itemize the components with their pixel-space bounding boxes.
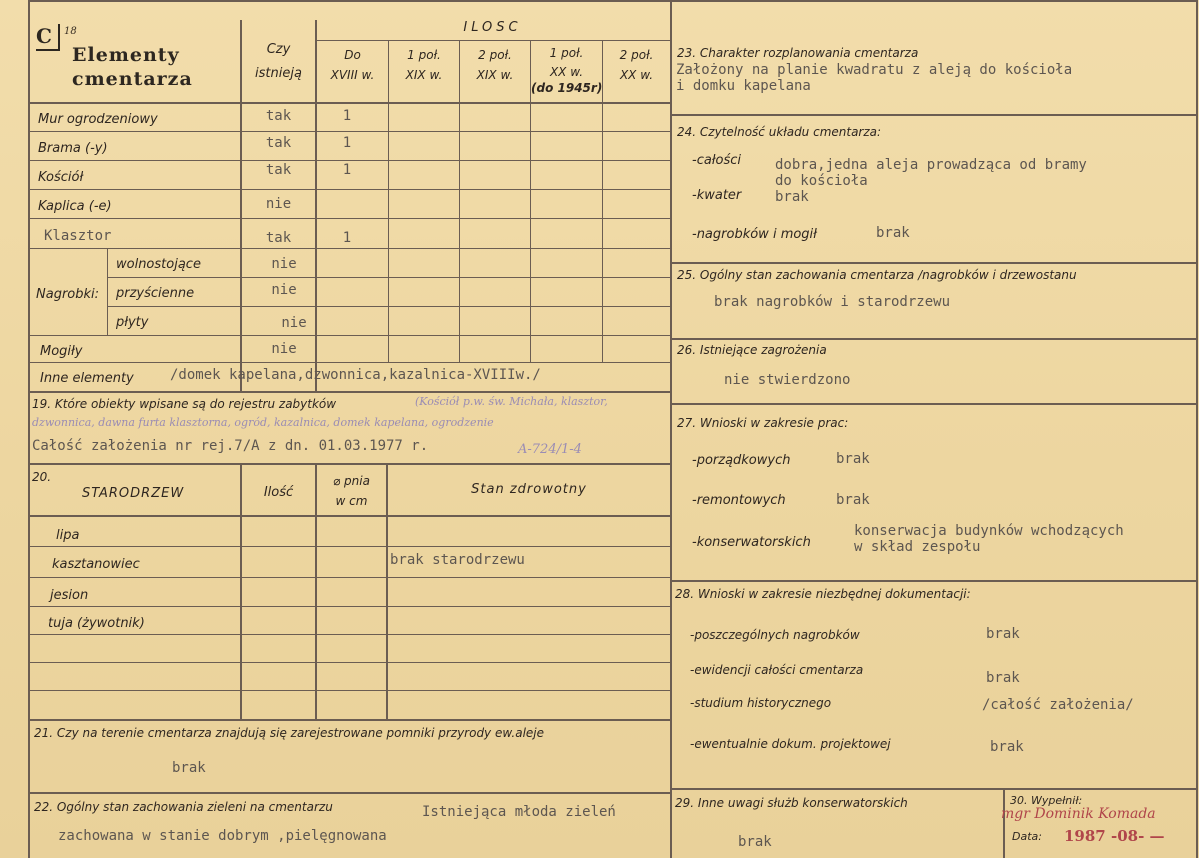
grid-line — [28, 391, 670, 393]
grid-line — [28, 102, 670, 104]
s28-item1-value: brak — [986, 626, 1020, 642]
period-5-b: XX w. — [619, 68, 654, 82]
s28-item4-value: brak — [990, 739, 1024, 755]
s28-item4-label: -ewentualnie dokum. projektowej — [690, 737, 891, 751]
grid-line — [28, 577, 670, 578]
grid-line — [28, 189, 670, 190]
form-number: 18 — [64, 26, 77, 37]
table-title-line2: cmentarza — [72, 68, 193, 90]
s27-porzadkowych-label: -porządkowych — [692, 453, 791, 468]
s28-item1-label: -poszczególnych nagrobków — [690, 628, 860, 642]
s24-kwater-label: -kwater — [692, 188, 742, 203]
s30-date-label: Data: — [1012, 830, 1042, 843]
grid-line — [28, 218, 670, 219]
s27-remontowych-value: brak — [836, 492, 870, 508]
grid-line — [388, 40, 389, 362]
col-czy-line2: istnieją — [255, 66, 302, 81]
s27-porzadkowych-value: brak — [836, 451, 870, 467]
s25-label: 25. Ogólny stan zachowania cmentarza /nagrobków i drzewostanu — [677, 268, 1077, 282]
grid-line — [107, 277, 670, 278]
grid-line — [28, 131, 670, 132]
tree-kasztanowiec: kasztanowiec — [52, 557, 140, 572]
period-1-a: Do — [344, 48, 361, 62]
s20-col-name: STARODRZEW — [82, 486, 185, 501]
s20-col-qty: Ilość — [263, 485, 294, 500]
row-exists-mur: tak — [265, 108, 292, 124]
s19-label: 19. Które obiekty wpisane są do rejestru zabytków — [32, 397, 337, 411]
row-exists-klasztor: tak — [265, 230, 292, 246]
s28-item3-value: /całość założenia/ — [982, 697, 1134, 713]
form-letter: C — [36, 24, 60, 51]
grid-line — [28, 792, 670, 794]
grid-line — [107, 306, 670, 307]
s20-col-state: Stan zdrowotny — [471, 482, 587, 497]
s27-konserwatorskich-value-line2: w skład zespołu — [854, 539, 981, 555]
s29-value: brak — [738, 834, 772, 850]
s24-calosci-value-line2: do kościoła — [775, 173, 868, 189]
grid-line — [1003, 788, 1005, 858]
grid-line — [28, 606, 670, 607]
grid-line — [28, 719, 670, 721]
row-label-mogily: Mogiły — [40, 344, 83, 359]
s20-number: 20. — [32, 470, 52, 484]
row-exists-plyty: nie — [281, 315, 307, 331]
grid-line — [28, 335, 670, 336]
tree-tuja: tuja (żywotnik) — [48, 616, 145, 631]
row-exists-przyscienne: nie — [271, 282, 297, 298]
row-label-plyty: płyty — [116, 315, 149, 330]
s27-label: 27. Wnioski w zakresie prac: — [677, 416, 849, 430]
s22-label: 22. Ogólny stan zachowania zieleni na cmentarzu — [34, 800, 333, 814]
s27-konserwatorskich-value-line1: konserwacja budynków wchodzących — [854, 523, 1124, 539]
grid-line — [670, 262, 1198, 264]
s24-kwater-value: brak — [775, 189, 809, 205]
s20-col-dia-1: ⌀ pnia — [333, 474, 370, 488]
s28-item2-label: -ewidencji całości cmentarza — [690, 663, 864, 677]
row-count-kosciol: 1 — [342, 162, 352, 178]
period-4-b: XX w. — [549, 65, 584, 79]
s20-col-dia-2: w cm — [335, 494, 368, 508]
grid-line — [459, 40, 460, 362]
s24-calosci-value-line1: dobra,jedna aleja prowadząca od bramy — [775, 157, 1087, 173]
row-count-klasztor: 1 — [342, 230, 352, 246]
row-label-przyscienne: przyścienne — [116, 286, 195, 301]
row-value-inne: /domek kapelana,dzwonnica,kazalnica-XVIIIw./ — [170, 367, 541, 383]
s23-value-line2: i domku kapelana — [676, 78, 811, 94]
center-divider — [670, 2, 672, 858]
grid-line — [602, 40, 603, 362]
row-exists-mogily: nie — [271, 341, 297, 357]
s22-value-line2: zachowana w stanie dobrym ,pielęgnowana — [58, 828, 387, 844]
s24-nagrobkow-label: -nagrobków i mogił — [692, 227, 817, 242]
s19-handwritten-line2: dzwonnica, dawna furta klasztorna, ogród, kazalnica, domek kapelana, ogrodzenie — [32, 416, 494, 429]
right-border — [1196, 2, 1198, 858]
grid-line — [107, 248, 108, 336]
period-5-a: 2 poł. — [619, 48, 654, 62]
col-czy-line1: Czy — [266, 42, 291, 57]
tree-jesion: jesion — [50, 588, 89, 603]
grid-line — [28, 690, 670, 691]
row-count-brama: 1 — [342, 135, 352, 151]
grid-line — [28, 463, 670, 465]
nagrobki-label: Nagrobki: — [36, 287, 100, 302]
s25-value: brak nagrobków i starodrzewu — [714, 294, 951, 310]
s19-register-number: A-724/1-4 — [518, 442, 582, 457]
grid-line — [28, 546, 670, 547]
s24-calosci-label: -całości — [692, 153, 742, 168]
top-border — [28, 0, 1198, 2]
grid-line — [28, 248, 670, 249]
s28-item2-value: brak — [986, 670, 1020, 686]
grid-line — [240, 463, 242, 719]
s24-nagrobkow-value: brak — [876, 225, 910, 241]
s26-value: nie stwierdzono — [724, 372, 851, 388]
period-2-a: 1 poł. — [407, 48, 441, 62]
s24-label: 24. Czytelność układu cmentarza: — [677, 125, 882, 139]
s28-label: 28. Wnioski w zakresie niezbędnej dokumentacji: — [675, 587, 971, 601]
s21-value: brak — [172, 760, 206, 776]
grid-line — [28, 515, 670, 517]
ilosc-header: ILOSC — [463, 20, 522, 35]
grid-line — [670, 403, 1198, 405]
s23-label: 23. Charakter rozplanowania cmentarza — [677, 46, 919, 60]
row-exists-kaplica: nie — [265, 196, 292, 212]
s20-state-value: brak starodrzewu — [390, 552, 525, 568]
s27-konserwatorskich-label: -konserwatorskich — [692, 535, 811, 550]
s19-handwritten-line1: (Kościół p.w. św. Michała, klasztor, — [415, 395, 608, 408]
period-3-b: XIX w. — [476, 68, 514, 82]
grid-line — [28, 634, 670, 635]
row-label-inne: Inne elementy — [40, 371, 134, 386]
table-title-line1: Elementy — [72, 44, 180, 66]
grid-line — [670, 114, 1198, 116]
s30-date-stamp: 1987 -08- — — [1064, 827, 1165, 845]
row-label-kosciol: Kościół — [38, 170, 84, 185]
row-label-brama: Brama (-y) — [38, 141, 108, 156]
row-count-mur: 1 — [342, 108, 352, 124]
row-label-wolnostojace: wolnostojące — [116, 257, 201, 272]
s21-label: 21. Czy na terenie cmentarza znajdują się zarejestrowane pomniki przyrody ew.aleje — [34, 726, 545, 740]
row-label-mur: Mur ogrodzeniowy — [38, 112, 158, 127]
grid-line — [670, 788, 1198, 790]
s27-remontowych-label: -remontowych — [692, 493, 786, 508]
s22-value-line1: Istniejąca młoda zieleń — [422, 804, 616, 820]
grid-line — [315, 40, 670, 41]
grid-line — [28, 362, 670, 363]
row-exists-wolnostojace: nie — [271, 256, 297, 272]
grid-line — [28, 160, 670, 161]
row-label-klasztor: Klasztor — [44, 228, 112, 244]
s30-name-stamp: mgr Dominik Komada — [1001, 806, 1156, 822]
period-1-b: XVIII w. — [330, 68, 375, 82]
grid-line — [670, 580, 1198, 582]
period-4-c: (do 1945r) — [531, 81, 603, 95]
period-2-b: XIX w. — [405, 68, 443, 82]
tree-lipa: lipa — [56, 528, 80, 543]
s28-item3-label: -studium historycznego — [690, 696, 832, 710]
row-exists-kosciol: tak — [265, 162, 292, 178]
grid-line — [386, 463, 388, 719]
s26-label: 26. Istniejące zagrożenia — [677, 343, 827, 357]
grid-line — [28, 662, 670, 663]
row-exists-brama: tak — [265, 135, 292, 151]
period-3-a: 2 poł. — [478, 48, 512, 62]
s29-label: 29. Inne uwagi służb konserwatorskich — [675, 796, 908, 810]
grid-line — [670, 338, 1198, 340]
period-4-a: 1 poł. — [549, 46, 584, 60]
s23-value-line1: Założony na planie kwadratu z aleją do kościoła — [676, 62, 1073, 78]
row-label-kaplica: Kaplica (-e) — [38, 199, 112, 214]
s19-register-entry: Całość założenia nr rej.7/A z dn. 01.03.1977 r. — [32, 438, 429, 454]
s30-label: 30. Wypełnił: — [1010, 794, 1083, 807]
